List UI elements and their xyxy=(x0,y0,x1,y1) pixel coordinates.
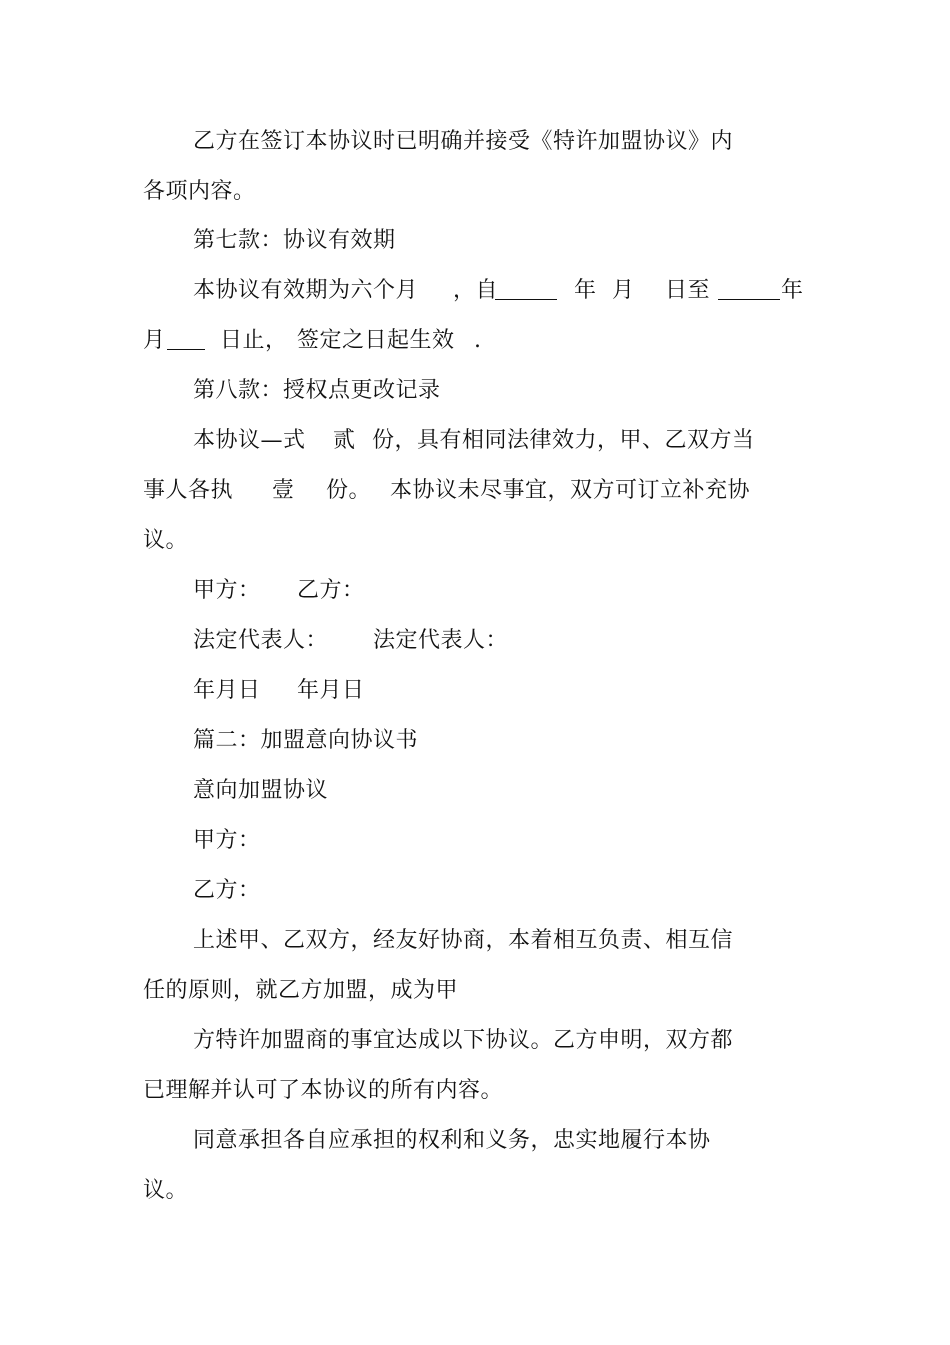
blank-line xyxy=(167,327,205,350)
blank-line xyxy=(495,277,557,300)
para-text: 签定之日起生效 xyxy=(297,328,455,353)
party-b-label: 乙方： xyxy=(297,578,365,603)
date-a-label: 年月日 xyxy=(193,678,261,703)
legal-rep-b-label: 法定代表人： xyxy=(373,628,509,653)
section-heading: 第七款：协议有效期 xyxy=(193,228,396,253)
para-text: . xyxy=(474,328,482,353)
para-text: 已理解并认可了本协议的所有内容。 xyxy=(143,1078,504,1103)
para-text: 各项内容。 xyxy=(143,179,256,204)
para-text: 同意承担各自应承担的权利和义务，忠实地履行本协 xyxy=(193,1128,711,1153)
section-heading: 第八款：授权点更改记录 xyxy=(193,378,441,403)
para-text: ，自 xyxy=(453,278,499,303)
para-text: 年 xyxy=(781,278,804,303)
para-text: 年 xyxy=(574,278,597,303)
para-text: 月 xyxy=(612,278,635,303)
para-text: 上述甲、乙双方，经友好协商，本着相互负责、相互信 xyxy=(193,928,734,953)
para-text: 贰 xyxy=(333,428,356,453)
para-text: 日止， xyxy=(220,328,288,353)
para-text: 议。 xyxy=(143,1178,189,1203)
section-heading: 篇二：加盟意向协议书 xyxy=(193,728,419,753)
para-text: 任的原则，就乙方加盟，成为甲 xyxy=(143,978,459,1003)
para-text: 事人各执 xyxy=(143,478,234,503)
date-b-label: 年月日 xyxy=(297,678,365,703)
party-a-label: 甲方： xyxy=(193,828,261,853)
para-text: 份，具有相同法律效力，甲、乙双方当 xyxy=(372,428,755,453)
para-text: 本协议—式 xyxy=(193,428,306,453)
para-text: 壹 xyxy=(272,478,295,503)
para-text: 本协议未尽事宜，双方可订立补充协 xyxy=(390,478,751,503)
para-text: 本协议有效期为六个月 xyxy=(193,278,419,303)
para-text: 月 xyxy=(143,328,166,353)
doc-title: 意向加盟协议 xyxy=(193,778,329,803)
party-a-label: 甲方： xyxy=(193,578,261,603)
party-b-label: 乙方： xyxy=(193,878,261,903)
para-text: 份。 xyxy=(326,478,372,503)
para-text: 方特许加盟商的事宜达成以下协议。乙方申明，双方都 xyxy=(193,1028,734,1053)
legal-rep-a-label: 法定代表人： xyxy=(193,628,329,653)
para-text: 日至 xyxy=(665,278,711,303)
para-text: 乙方在签订本协议时已明确并接受《特许加盟协议》内 xyxy=(193,129,734,154)
para-text: 议。 xyxy=(143,528,189,553)
blank-line xyxy=(718,277,780,300)
